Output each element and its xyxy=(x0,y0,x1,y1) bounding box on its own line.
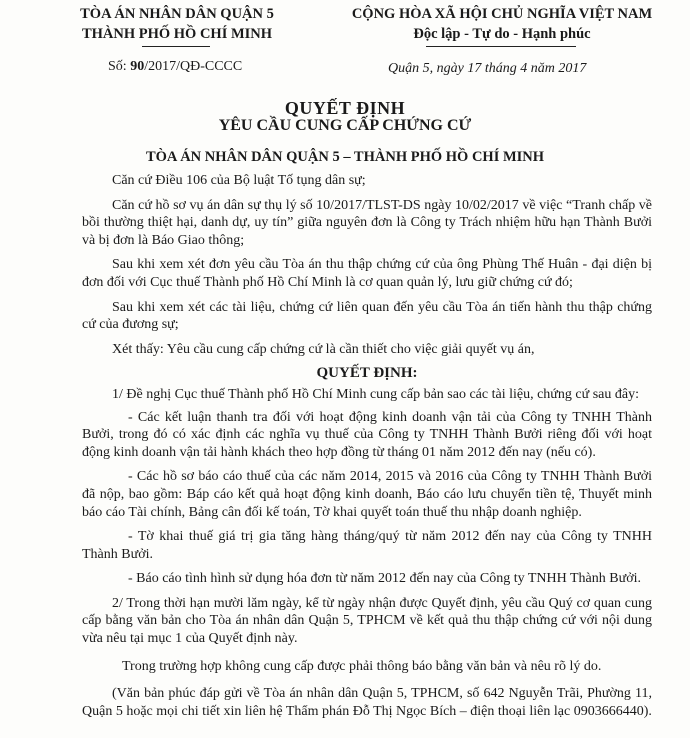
decision-item-1: 1/ Đề nghị Cục thuế Thành phố Hồ Chí Minh cung cấp bản sao các tài liệu, chứng cứ sau đây: xyxy=(112,386,639,402)
court-name: TÒA ÁN NHÂN DÂN QUẬN 5 xyxy=(80,6,274,22)
document-body xyxy=(82,172,652,727)
consideration-paragraph: Xét thấy: Yêu cầu cung cấp chứng cứ là cần thiết cho việc giải quyết vụ án, xyxy=(112,341,535,357)
evidence-item-inspection: - Các kết luận thanh tra đối với hoạt động kinh doanh vận tải của Công ty TNHH Thành Bưởi, trong đó có xác định các nghĩa vụ thuế của Công ty TNHH Thành Bưởi riêng đối với hoạt động kinh doanh vận tải hành khách theo hợp đồng từ tháng 01 năm 2012 đến nay (nếu có). xyxy=(82,409,652,460)
decision-item-2: 2/ Trong thời hạn mười lăm ngày, kể từ ngày nhận được Quyết định, yêu cầu Quý cơ quan cung cấp bằng văn bản cho Tòa án nhân dân Quận 5, TPHCM về kết quả thu thập chứng cứ với nội dung vừa nêu tại mục 1 của Quyết định này. xyxy=(82,595,652,647)
issuing-court-header xyxy=(52,4,302,44)
document-number xyxy=(108,59,242,75)
doc-number-suffix: /2017/QĐ-CCCC xyxy=(144,59,243,74)
issue-date: Quận 5, ngày 17 tháng 4 năm 2017 xyxy=(388,61,587,76)
request-paragraph: Sau khi xem xét đơn yêu cầu Tòa án thu thập chứng cứ của ông Phùng Thế Huân - đại diện bị đơn đối với Cục thuế Thành phố Hồ Chí Minh là cơ quan quản lý, lưu giữ chứng cứ đó; xyxy=(82,257,652,290)
country-name: CỘNG HÒA XÃ HỘI CHỦ NGHĨA VIỆT NAM xyxy=(351,6,653,22)
case-file-paragraph: Căn cứ hồ sơ vụ án dân sự thụ lý số 10/2017/TLST-DS ngày 10/02/2017 về việc “Tranh chấp về bồi thường thiệt hại, danh dự, uy tín” giữa nguyên đơn là Công ty Trách nhiệm hữu hạn Thành Bưởi và bị đơn là Báo Giao thông; xyxy=(82,197,652,248)
doc-number-value: 90 xyxy=(130,59,145,74)
header-left-rule xyxy=(142,46,210,47)
evidence-item-invoice-report: - Báo cáo tình hình sử dụng hóa đơn từ năm 2012 đến nay của Công ty TNHH Thành Bưởi. xyxy=(128,571,641,587)
review-paragraph: Sau khi xem xét các tài liệu, chứng cứ liên quan đến yêu cầu Tòa án tiến hành thu thập chứng cứ của đương sự; xyxy=(82,299,652,333)
header-right-rule xyxy=(426,46,576,47)
motto: Độc lập - Tự do - Hạnh phúc xyxy=(413,26,591,42)
document-title: QUYẾT ĐỊNH xyxy=(284,98,406,118)
evidence-item-vat-declarations: - Tờ khai thuế giá trị gia tăng hàng tháng/quý từ năm 2012 đến nay của Công ty TNHH Thành Bưởi. xyxy=(82,529,652,562)
national-motto-header xyxy=(332,4,672,44)
contact-paragraph: (Văn bản phúc đáp gửi về Tòa án nhân dân Quận 5, TPHCM, số 642 Nguyễn Trãi, Phường 11, Quận 5 hoặc mọi chi tiết xin liên hệ Thẩm phán Đỗ Thị Ngọc Bích – điện thoại liên lạc 0903666440). xyxy=(82,686,652,719)
court-city: THÀNH PHỐ HỒ CHÍ MINH xyxy=(81,26,273,42)
decision-heading: QUYẾT ĐỊNH: xyxy=(316,365,418,382)
evidence-item-tax-reports: - Các hồ sơ báo cáo thuế của các năm 2014, 2015 và 2016 của Công ty TNHH Thành Bưởi đã nộp, bao gồm: Báp cáo kết quả hoạt động kinh doanh, Báo cáo lưu chuyển tiền tệ, Thuyết minh báo cáo Tài chính, Bảng cân đối kế toán, Tờ khai quyết toán thuế thu nhập doanh nghiệp. xyxy=(82,469,652,520)
court-authority-line: TÒA ÁN NHÂN DÂN QUẬN 5 – THÀNH PHỐ HỒ CHÍ MINH xyxy=(145,149,545,165)
doc-number-label: Số: xyxy=(108,59,131,74)
document-subtitle: YÊU CẦU CUNG CẤP CHỨNG CỨ xyxy=(218,117,472,134)
legal-basis-paragraph: Căn cứ Điều 106 của Bộ luật Tố tụng dân sự; xyxy=(112,173,366,188)
notice-paragraph: Trong trường hợp không cung cấp được phải thông báo bằng văn bản và nêu rõ lý do. xyxy=(122,658,602,674)
